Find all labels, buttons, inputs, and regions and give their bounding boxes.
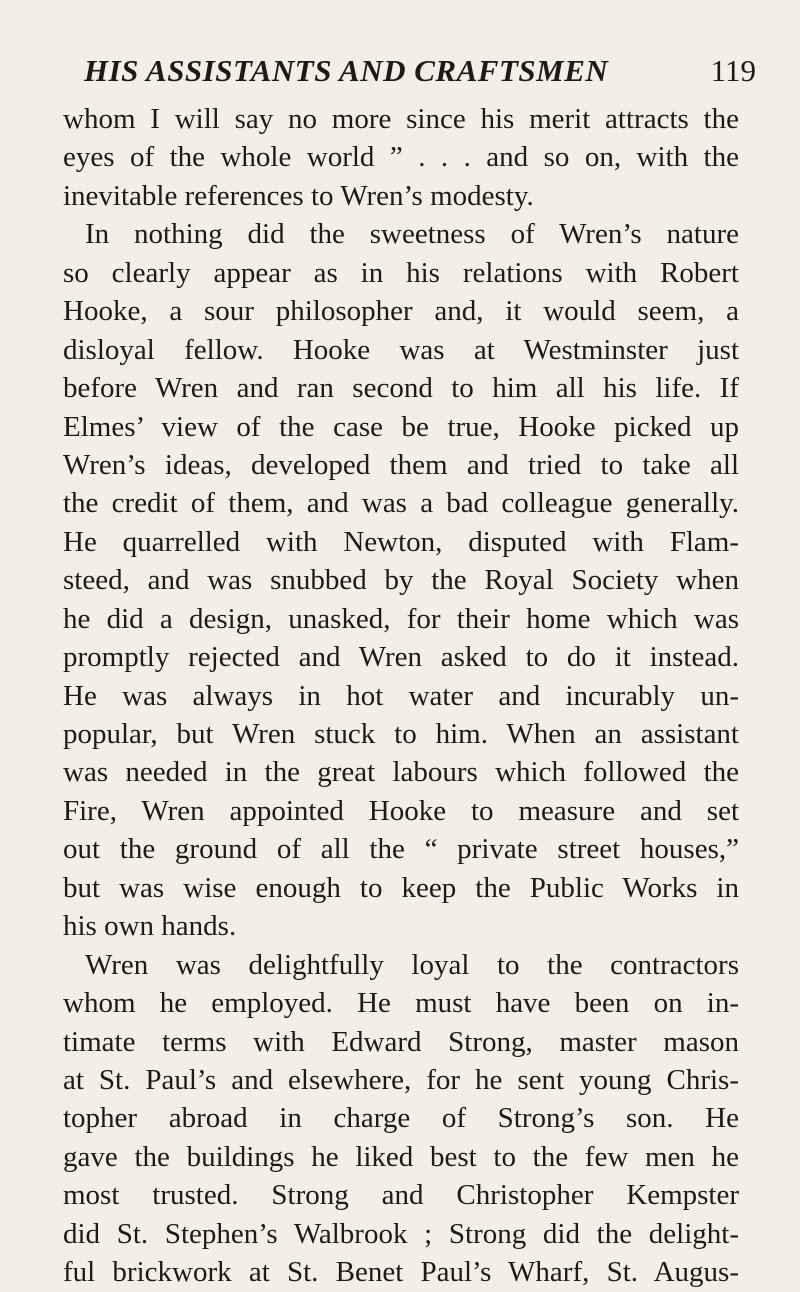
text-line: Wren was delightfully loyal to the contractors [85, 948, 739, 981]
text-line: did St. Stephen’s Walbrook ; Strong did the delight- [63, 1217, 739, 1250]
text-line: before Wren and ran second to him all his life. If [63, 372, 739, 405]
text-line: ful brickwork at St. Benet Paul’s Wharf, St. Augus- [63, 1256, 739, 1289]
text-line: popular, but Wren stuck to him. When an assistant [63, 718, 739, 750]
text-line: his own hands. [63, 910, 237, 943]
page-number: 119 [710, 53, 756, 88]
text-line: Fire, Wren appointed Hooke to measure and set [63, 794, 739, 827]
text-line: He was always in hot water and incurably un- [63, 679, 739, 712]
text-line: gave the buildings he liked best to the few men he [63, 1140, 739, 1173]
text-line: Wren’s ideas, developed them and tried to take all [63, 448, 739, 481]
text-line: In nothing did the sweetness of Wren’s nature [85, 218, 739, 251]
text-line: at St. Paul’s and elsewhere, for he sent young Chris- [63, 1063, 739, 1096]
text-line: He quarrelled with Newton, disputed with Flam- [63, 525, 739, 558]
text-line: steed, and was snubbed by the Royal Society when [63, 564, 739, 597]
text-line: was needed in the great labours which followed the [63, 756, 739, 789]
text-line: so clearly appear as in his relations with Robert [63, 256, 739, 289]
text-line: promptly rejected and Wren asked to do it instead. [63, 641, 739, 674]
text-line: Hooke, a sour philosopher and, it would seem, a [63, 295, 739, 328]
text-line: disloyal fellow. Hooke was at Westminster just [63, 333, 739, 366]
text-line: whom he employed. He must have been on in- [63, 987, 739, 1020]
text-line: he did a design, unasked, for their home which was [63, 602, 739, 635]
text-line: topher abroad in charge of Strong’s son. He [63, 1102, 739, 1135]
text-line: but was wise enough to keep the Public Works in [63, 871, 739, 904]
running-title: HIS ASSISTANTS AND CRAFTSMEN [84, 53, 609, 88]
body-text [63, 100, 739, 1292]
text-line: eyes of the whole world ” . . . and so on, with the [63, 141, 739, 174]
text-line: inevitable references to Wren’s modesty. [63, 179, 534, 212]
text-line: out the ground of all the “ private street houses,” [63, 833, 739, 866]
text-line: Elmes’ view of the case be true, Hooke picked up [63, 410, 739, 443]
text-line: the credit of them, and was a bad colleague generally. [63, 487, 739, 520]
running-head [84, 46, 756, 96]
text-line: timate terms with Edward Strong, master mason [63, 1025, 739, 1058]
text-line: most trusted. Strong and Christopher Kempster [63, 1179, 739, 1212]
text-line: whom I will say no more since his merit attracts the [63, 103, 739, 135]
